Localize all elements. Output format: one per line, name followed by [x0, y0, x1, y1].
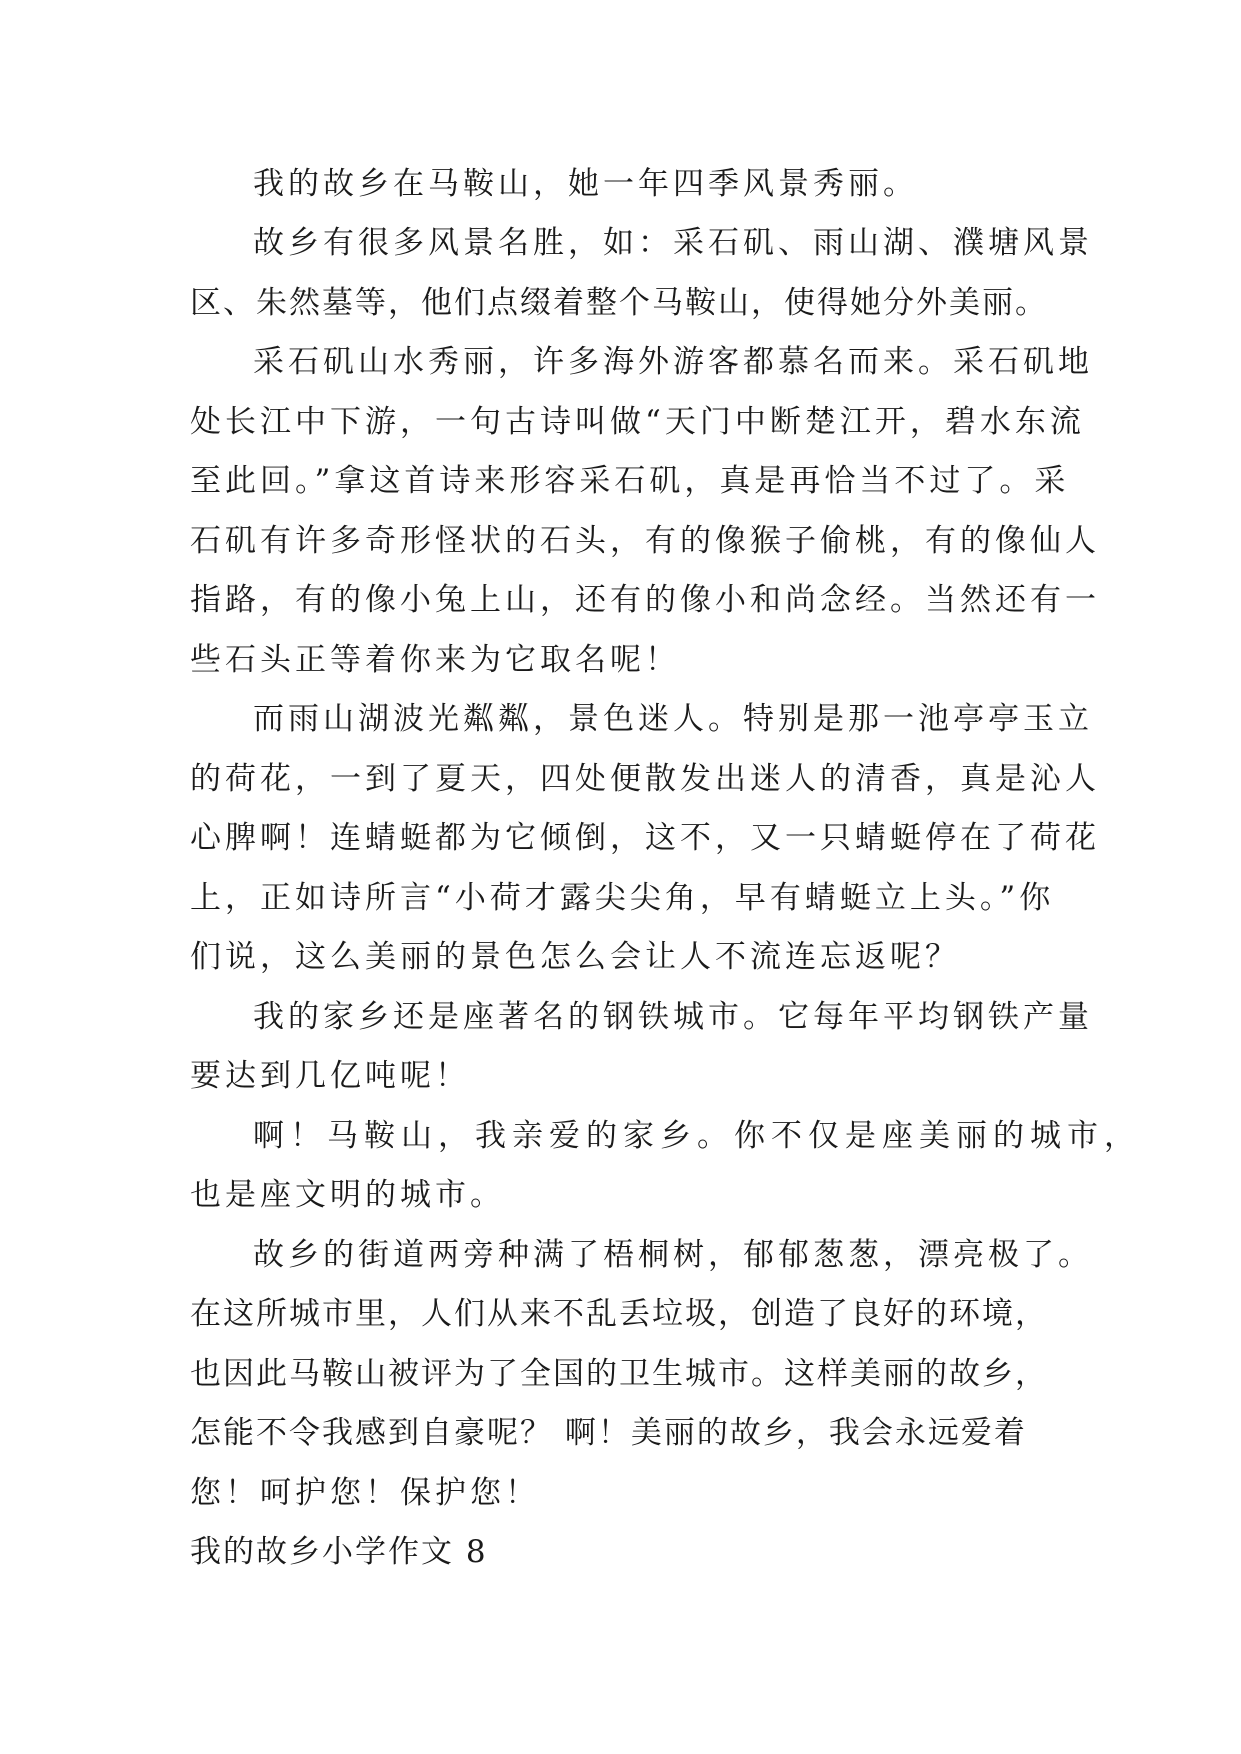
text-line: 怎能不令我感到自豪呢？ 啊！美丽的故乡，我会永远爱着 [190, 1415, 1027, 1451]
text-line: 采石矶山水秀丽，许多海外游客都慕名而来。采石矶地 [253, 344, 1093, 380]
text-line: 石矶有许多奇形怪状的石头，有的像猴子偷桃，有的像仙人 [190, 523, 1100, 559]
text-line: 些石头正等着你来为它取名呢！ [190, 642, 680, 678]
text-line: 啊！马鞍山，我亲爱的家乡。你不仅是座美丽的城市， [253, 1118, 1141, 1154]
text-line: 的荷花，一到了夏天，四处便散发出迷人的清香，真是沁人 [190, 761, 1100, 797]
text-line: 我的家乡还是座著名的钢铁城市。它每年平均钢铁产量 [253, 999, 1093, 1035]
text-line: 我的故乡在马鞍山，她一年四季风景秀丽。 [253, 166, 918, 202]
text-line: 在这所城市里，人们从来不乱丢垃圾，创造了良好的环境， [190, 1296, 1048, 1332]
text-line: 故乡的街道两旁种满了梧桐树，郁郁葱葱，漂亮极了。 [253, 1237, 1093, 1273]
section-title: 我的故乡小学作文 8 [190, 1534, 488, 1570]
text-line: 至此回。”拿这首诗来形容采石矶，真是再恰当不过了。采 [190, 463, 1070, 499]
text-line: 要达到几亿吨呢！ [190, 1058, 470, 1094]
text-line: 们说，这么美丽的景色怎么会让人不流连忘返呢？ [190, 939, 960, 975]
text-line: 而雨山湖波光粼粼，景色迷人。特别是那一池亭亭玉立 [253, 701, 1093, 737]
text-line: 您！呵护您！保护您！ [190, 1475, 540, 1511]
text-line: 处长江中下游，一句古诗叫做“天门中断楚江开，碧水东流 [190, 404, 1085, 440]
text-line: 也是座文明的城市。 [190, 1177, 505, 1213]
text-line: 指路，有的像小兔上山，还有的像小和尚念经。当然还有一 [190, 582, 1100, 618]
text-line: 心脾啊！连蜻蜓都为它倾倒，这不，又一只蜻蜓停在了荷花 [190, 820, 1100, 856]
text-line: 也因此马鞍山被评为了全国的卫生城市。这样美丽的故乡， [190, 1356, 1048, 1392]
text-line: 故乡有很多风景名胜，如：采石矶、雨山湖、濮塘风景 [253, 225, 1093, 261]
text-line: 区、朱然墓等，他们点缀着整个马鞍山，使得她分外美丽。 [190, 285, 1048, 321]
text-line: 上，正如诗所言“小荷才露尖尖角，早有蜻蜓立上头。”你 [190, 880, 1055, 916]
